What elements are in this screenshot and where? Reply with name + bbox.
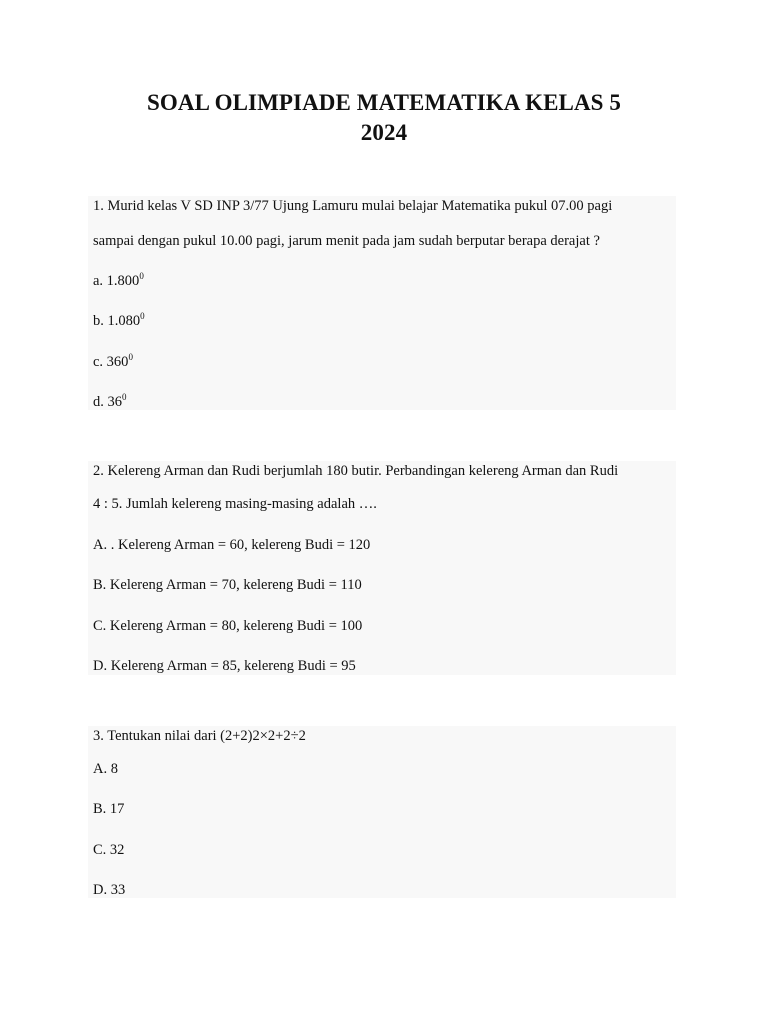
question-2-option-d: D. Kelereng Arman = 85, kelereng Budi = 95: [93, 658, 356, 674]
option-label: d. 36: [93, 394, 122, 410]
degree-superscript: 0: [139, 271, 144, 281]
degree-superscript: 0: [140, 311, 145, 321]
question-2-option-b: B. Kelereng Arman = 70, kelereng Budi = 110: [93, 577, 362, 593]
question-1-text-line1: 1. Murid kelas V SD INP 3/77 Ujung Lamuru mulai belajar Matematika pukul 07.00 pagi: [93, 198, 613, 214]
question-2-text-line2: 4 : 5. Jumlah kelereng masing-masing adalah ….: [93, 496, 377, 512]
question-1-text-line2: sampai dengan pukul 10.00 pagi, jarum menit pada jam sudah berputar berapa derajat ?: [93, 233, 600, 249]
question-1-option-b: [93, 311, 145, 332]
question-3-text-line1: 3. Tentukan nilai dari (2+2)2×2+2÷2: [93, 728, 306, 744]
question-2-option-a: A. . Kelereng Arman = 60, kelereng Budi = 120: [93, 537, 371, 553]
question-3-option-a: A. 8: [93, 761, 118, 777]
question-3-option-b: B. 17: [93, 801, 125, 817]
question-3-block: [88, 726, 676, 898]
question-1-block: [88, 196, 676, 410]
question-2-block: [88, 461, 676, 675]
degree-superscript: 0: [128, 352, 133, 362]
question-3-option-d: D. 33: [93, 882, 126, 898]
question-1-option-c: [93, 352, 133, 373]
question-1-option-d: [93, 392, 127, 413]
question-2-option-c: C. Kelereng Arman = 80, kelereng Budi = 100: [93, 618, 363, 634]
option-label: c. 360: [93, 354, 129, 370]
degree-superscript: 0: [122, 392, 127, 402]
document-title-line2: 2024: [360, 120, 408, 145]
question-3-option-c: C. 32: [93, 842, 125, 858]
option-label: a. 1.800: [93, 273, 140, 289]
question-2-text-line1: 2. Kelereng Arman dan Rudi berjumlah 180 butir. Perbandingan kelereng Arman dan Rudi: [93, 463, 619, 479]
document-title-line1: SOAL OLIMPIADE MATEMATIKA KELAS 5: [146, 90, 621, 115]
option-label: b. 1.080: [93, 313, 141, 329]
question-1-option-a: [93, 271, 144, 292]
